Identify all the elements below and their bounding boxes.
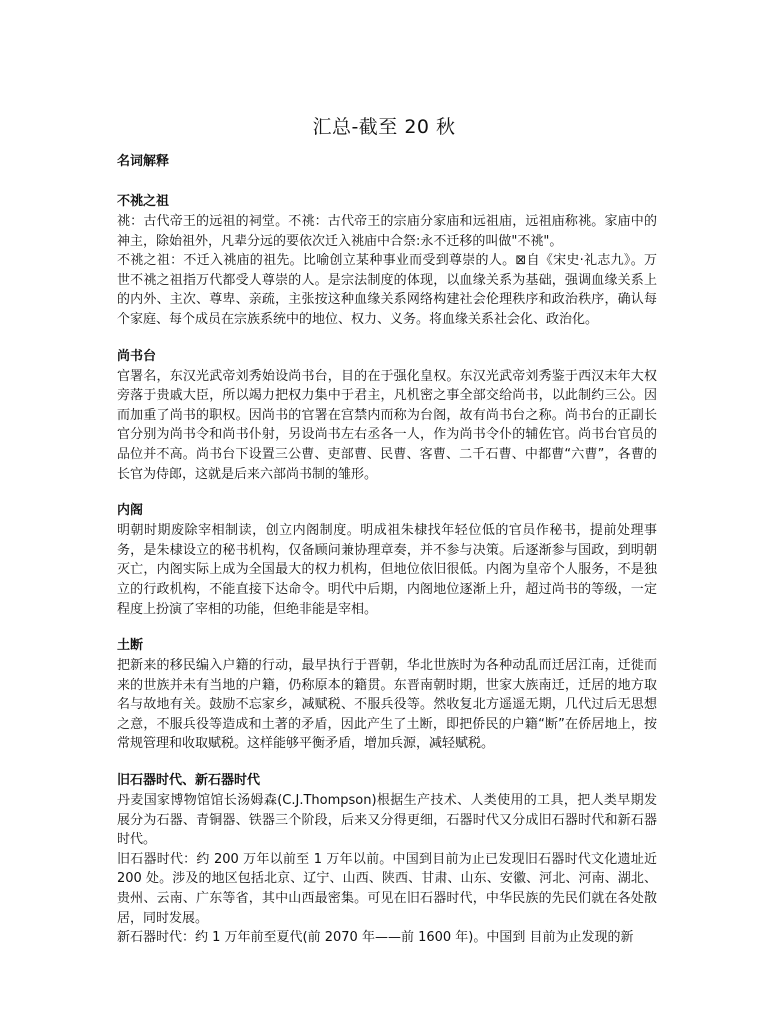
section-heading: 尚书台 xyxy=(117,348,157,364)
section-shangshutai xyxy=(117,347,657,485)
section-heading: 旧石器时代、新石器时代 xyxy=(117,773,261,789)
document-body xyxy=(117,152,657,965)
section-paragraph: 祧：古代帝王的远祖的祠堂。不祧：古代帝王的宗庙分家庙和远祖庙，远祖庙称祧。家庙中的神主，除始祖外，凡辈分远的要依次迁入祧庙中合祭:永不迁移的叫做"不祧"。 xyxy=(117,214,657,249)
section-heading: 土断 xyxy=(117,638,144,654)
section-paragraph: 旧石器时代：约 200 万年以前至 1 万年以前。中国到目前为止已发现旧石器时代文化遗址近 200 处。涉及的地区包括北京、辽宁、山西、陕西、甘肃、山东、安徽、河北、河南、湖北、贵州、云南、广东等省，其中山西最密集。可见在旧石器时代，中华民族的先民们就在各处散居，同时发展。 xyxy=(117,851,657,926)
section-paragraph: 把新来的移民编入户籍的行动，最早执行于晋朝，华北世族时为各种动乱而迁居江南，迁徙而来的世族并未有当地的户籍，仍称原本的籍贯。东晋南朝时期，世家大族南迁，迁居的地方取名与故地有关。鼓励不忘家乡，减赋税、不服兵役等。然收复北方遥遥无期，几代过后无思想之意，不服兵役等造成和土著的矛盾，因此产生了土断，即把侨民的户籍“断”在侨居地上，按常规管理和收取赋税。这样能够平衡矛盾，增加兵源，减轻赋税。 xyxy=(117,658,657,752)
section-neige xyxy=(117,501,657,619)
section-paragraph: 不祧之祖：不迁入祧庙的祖先。比喻创立某种事业而受到尊崇的人。⊠自《宋史·礼志九》。万世不祧之祖指万代都受人尊崇的人。是宗法制度的体现，以血缘关系为基础，强调血缘关系上的内外、主次、尊卑、亲疏，主张按这种血缘关系网络构建社会伦理秩序和政治秩序，确认每个家庭、每个成员在宗族系统中的地位、权力、义务。将血缘关系社会化、政治化。 xyxy=(117,253,657,327)
section-heading: 不祧之祖 xyxy=(117,194,170,209)
section-stone-age xyxy=(117,771,657,948)
document-title: 汇总-截至 20 秋 xyxy=(312,116,456,138)
section-heading: 内阁 xyxy=(117,503,144,519)
section-tuduan xyxy=(117,636,657,754)
section-butiaozhizu xyxy=(117,192,657,330)
top-heading: 名词解释 xyxy=(117,154,170,169)
section-paragraph: 新石器时代：约 1 万年前至夏代(前 2070 年——前 1600 年)。中国到 目前为止发现的新 xyxy=(117,930,634,946)
section-paragraph: 官署名，东汉光武帝刘秀始设尚书台，目的在于强化皇权。东汉光武帝刘秀鉴于西汉末年大权旁落于贵戚大臣，所以竭力把权力集中于君主，凡机密之事全部交给尚书，以此制约三公。因而加重了尚书的职权。因尚书的官署在宫禁内而称为台阁，故有尚书台之称。尚书台的正副长官分别为尚书令和尚书仆射，另设尚书左右丞各一人，作为尚书令仆的辅佐官。尚书台官员的品位并不高。尚书台下设置三公曹、吏部曹、民曹、客曹、二千石曹、中都曹“六曹”，各曹的长官为侍郎，这就是后来六部尚书制的雏形。 xyxy=(117,368,657,482)
section-paragraph: 明朝时期废除宰相制读，创立内阁制度。明成祖朱棣找年轻位低的官员作秘书，提前处理事务，是朱棣设立的秘书机构，仅备顾问兼协理章奏，并不参与决策。后逐渐参与国政，到明朝灭亡，内阁实际上成为全国最大的权力机构，但地位依旧很低。内阁为皇帝个人服务，不是独立的行政机构，不能直接下达命令。明代中后期，内阁地位逐渐上升，超过尚书的等级，一定程度上扮演了宰相的功能，但绝非能是宰相。 xyxy=(117,523,657,617)
section-paragraph: 丹麦国家博物馆馆长汤姆森(C.J.Thompson)根据生产技术、人类使用的工具，把人类早期发展分为石器、青铜器、铁器三个阶段，后来又分得更细，石器时代又分成旧石器时代和新石器时代。 xyxy=(117,793,657,848)
